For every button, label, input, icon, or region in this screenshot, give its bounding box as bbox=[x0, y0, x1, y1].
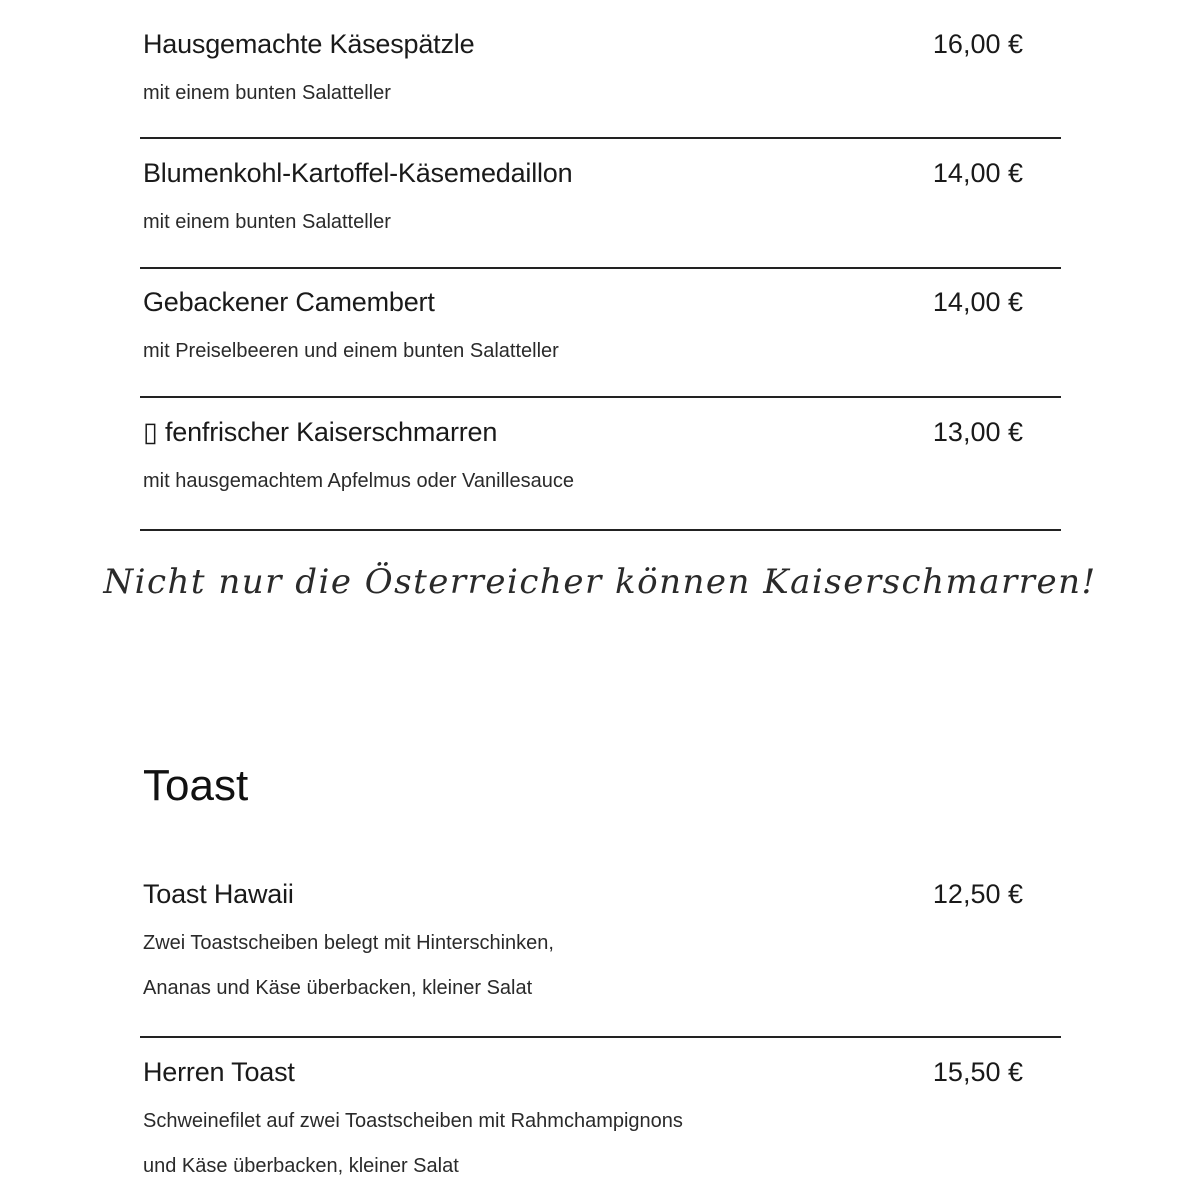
divider bbox=[140, 529, 1061, 531]
item-price: 14,00 € bbox=[932, 287, 1023, 317]
item-description: mit einem bunten Salatteller bbox=[143, 211, 391, 233]
item-name: Herren Toast bbox=[143, 1057, 295, 1087]
item-price: 12,50 € bbox=[932, 879, 1023, 909]
divider bbox=[140, 396, 1061, 398]
tagline: Nicht nur die Österreicher können Kaiserschmarren! bbox=[103, 562, 1097, 602]
item-name: Gebackener Camembert bbox=[143, 287, 435, 317]
divider bbox=[140, 137, 1061, 139]
item-price: 15,50 € bbox=[932, 1057, 1023, 1087]
item-price: 13,00 € bbox=[932, 417, 1023, 447]
item-description: mit hausgemachtem Apfelmus oder Vanillesauce bbox=[143, 470, 574, 492]
item-description: Zwei Toastscheiben belegt mit Hinterschinken, bbox=[143, 932, 554, 954]
item-name: Hausgemachte Käsespätzle bbox=[143, 29, 475, 59]
item-description: mit einem bunten Salatteller bbox=[143, 82, 391, 104]
section-title-toast: Toast bbox=[143, 761, 249, 810]
item-name: Blumenkohl-Kartoffel-Käsemedaillon bbox=[143, 158, 573, 188]
item-name: Toast Hawaii bbox=[143, 879, 294, 909]
item-description: mit Preiselbeeren und einem bunten Salatteller bbox=[143, 340, 559, 362]
item-name: ▯ fenfrischer Kaiserschmarren bbox=[143, 417, 498, 447]
divider bbox=[140, 267, 1061, 269]
item-description: Ananas und Käse überbacken, kleiner Salat bbox=[143, 977, 533, 999]
item-price: 16,00 € bbox=[932, 29, 1023, 59]
item-description: und Käse überbacken, kleiner Salat bbox=[143, 1155, 459, 1177]
divider bbox=[140, 1036, 1061, 1038]
item-description: Schweinefilet auf zwei Toastscheiben mit Rahmchampignons bbox=[143, 1110, 683, 1132]
item-price: 14,00 € bbox=[932, 158, 1023, 188]
